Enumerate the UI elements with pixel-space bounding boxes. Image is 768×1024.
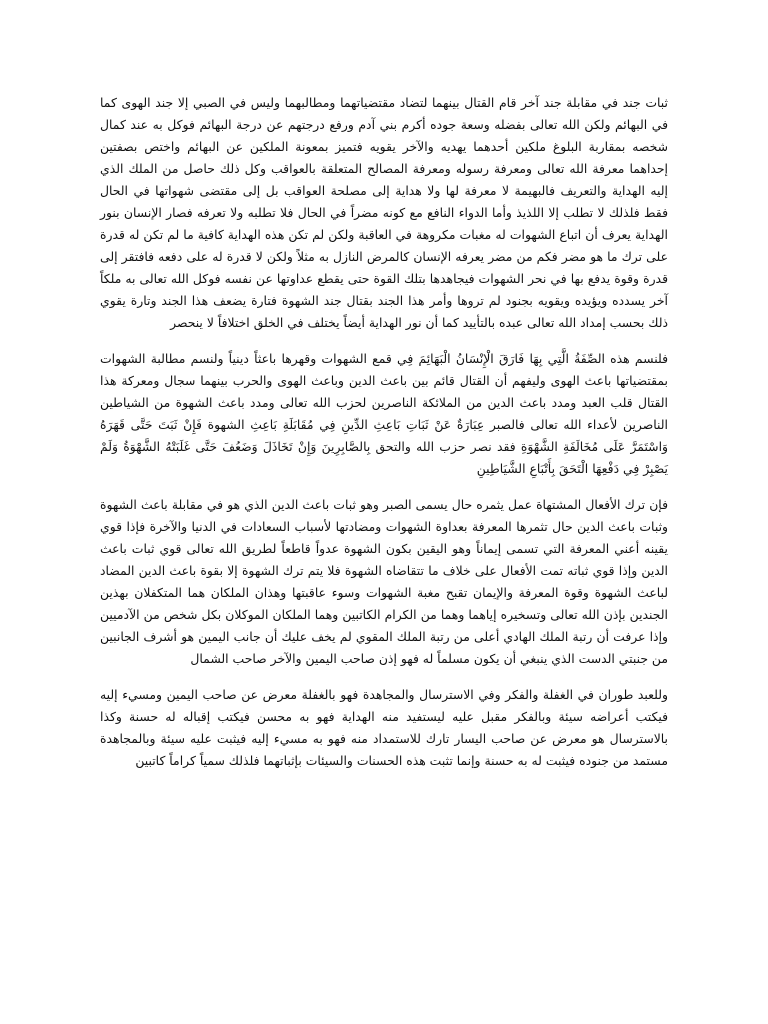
paragraph-1: ثبات جند في مقابلة جند آخر قام القتال بينهما لتضاد مقتضياتهما ومطالبهما وليس في الصبي إلا جند الهوى كما في البهائم ولكن الله تعالى بفضله وسعة جوده أكرم بني آدم ورفع درجتهم عن درجة البهائم فوكل به عند كمال شخصه بمقاربة البلوغ ملكين أحدهما يهديه والآخر يقويه فتميز بمعونة الملكين عن البهائم واختص بصفتين إحداهما معرفة الله تعالى ومعرفة رسوله ومعرفة المصالح المتعلقة بالعواقب وكل ذلك حاصل من الملك الذي إليه الهداية والتعريف فالبهيمة لا معرفة لها ولا هداية إلى مصلحة العواقب بل إلى مقتضى شهواتها في الحال فقط فلذلك لا تطلب إلا اللذيذ وأما الدواء النافع مع كونه مضراً في الحال فلا تطلبه ولا تعرفه فصار الإنسان بنور الهداية يعرف أن اتباع الشهوات له مغبات مكروهة في العاقبة ولكن لم تكن هذه الهداية كافية ما لم تكن له قدرة على ترك ما هو مضر فكم من مضر يعرفه الإنسان كالمرض النازل به مثلاً ولكن لا قدرة له على دفعه فافتقر إلى قدرة وقوة يدفع بها في نحر الشهوات فيجاهدها بتلك القوة حتى يقطع عداوتها عن نفسه فوكل الله تعالى به ملكاً آخر يسدده ويؤيده ويقويه بجنود لم تروها وأمر هذا الجند بقتال جند الشهوة فتارة يضعف هذا الجند وتارة يقوي ذلك بحسب إمداد الله تعالى عبده بالتأييد كما أن نور الهداية أيضاً يختلف في الخلق اختلافاً لا ينحصر: [100, 95, 668, 330]
paragraph-3: فإن ترك الأفعال المشتهاة عمل يثمره حال يسمى الصبر وهو ثبات باعث الدين الذي هو في مقابلة باعث الشهوة وثبات باعث الدين حال تثمرها المعرفة بعداوة الشهوات ومضادتها لأسباب السعادات في الدنيا والآخرة فإذا قوي يقينه أعني المعرفة التي تسمى إيماناً وهو اليقين بكون الشهوة عدواً قاطعاً لطريق الله تعالى قوي ثبات باعث الدين وإذا قوي ثباته تمت الأفعال على خلاف ما تتقاضاه الشهوة فلا يتم ترك الشهوة إلا بقوة باعث الدين المضاد لباعث الشهوة وقوة المعرفة والإيمان تقبح مغبة الشهوات وسوء عاقبتها وهذان الملكان هما المتكفلان بهذين الجندين بإذن الله تعالى وتسخيره إياهما وهما من الكرام الكاتبين وهما الملكان الموكلان بكل شخص من الآدميين وإذا عرفت أن رتبة الملك الهادي أعلى من رتبة الملك المقوي لم يخف عليك أن جانب اليمين هو أشرف الجانبين من جنبتي الدست الذي ينبغي أن يكون مسلماً له فهو إذن صاحب اليمين والآخر صاحب الشمال: [100, 497, 668, 666]
paragraph-2: فلنسم هذه الصِّفَةُ الَّتِي بِهَا فَارَقَ الْإِنْسَانُ الْبَهَائِمَ فِي قمع الشهوات وقهرها باعثاً دينياً ولنسم مطالبة الشهوات بمقتضياتها باعث الهوى وليفهم أن القتال قائم بين باعث الدين وباعث الهوى والحرب بينهما سجال ومعركة هذا القتال قلب العبد ومدد باعث الدين من الملائكة الناصرين لحزب الله تعالى ومدد باعث الشهوة من الشياطين الناصرين لأعداء الله تعالى فالصبر عِبَارَةٌ عَنْ ثَبَاتِ بَاعِثِ الدِّينِ فِي مُقَابَلَةِ بَاعِثِ الشهوة فَإِنْ ثَبَتَ حَتَّى قَهَرَهُ وَاسْتَمَرَّ عَلَى مُخَالَفَةِ الشَّهْوَةِ فقد نصر حزب الله والتحق بِالصَّابِرِينَ وَإِنْ تَخَاذَلَ وَضَعُفَ حَتَّى غَلَبَتْهُ الشَّهْوَةُ وَلَمْ يَصْبِرْ فِي دَفْعِهَا الْتَحَقَ بِأَتْبَاعِ الشَّيَاطِينِ: [100, 351, 668, 476]
paragraph-4: وللعبد طوران في الغفلة والفكر وفي الاسترسال والمجاهدة فهو بالغفلة معرض عن صاحب اليمين ومسيء إليه فيكتب أعراضه سيئة وبالفكر مقبل عليه ليستفيد منه الهداية فهو به محسن فيكتب إقباله له حسنة وكذا بالاسترسال هو معرض عن صاحب اليسار تارك للاستمداد منه فهو به مسيء إليه فيثبت عليه سيئة وبالمجاهدة مستمد من جنوده فيثبت له به حسنة وإنما تثبت هذه الحسنات والسيئات بإثباتهما فلذلك سمياً كراماً كاتبين: [100, 687, 668, 768]
document-page: [100, 92, 668, 992]
